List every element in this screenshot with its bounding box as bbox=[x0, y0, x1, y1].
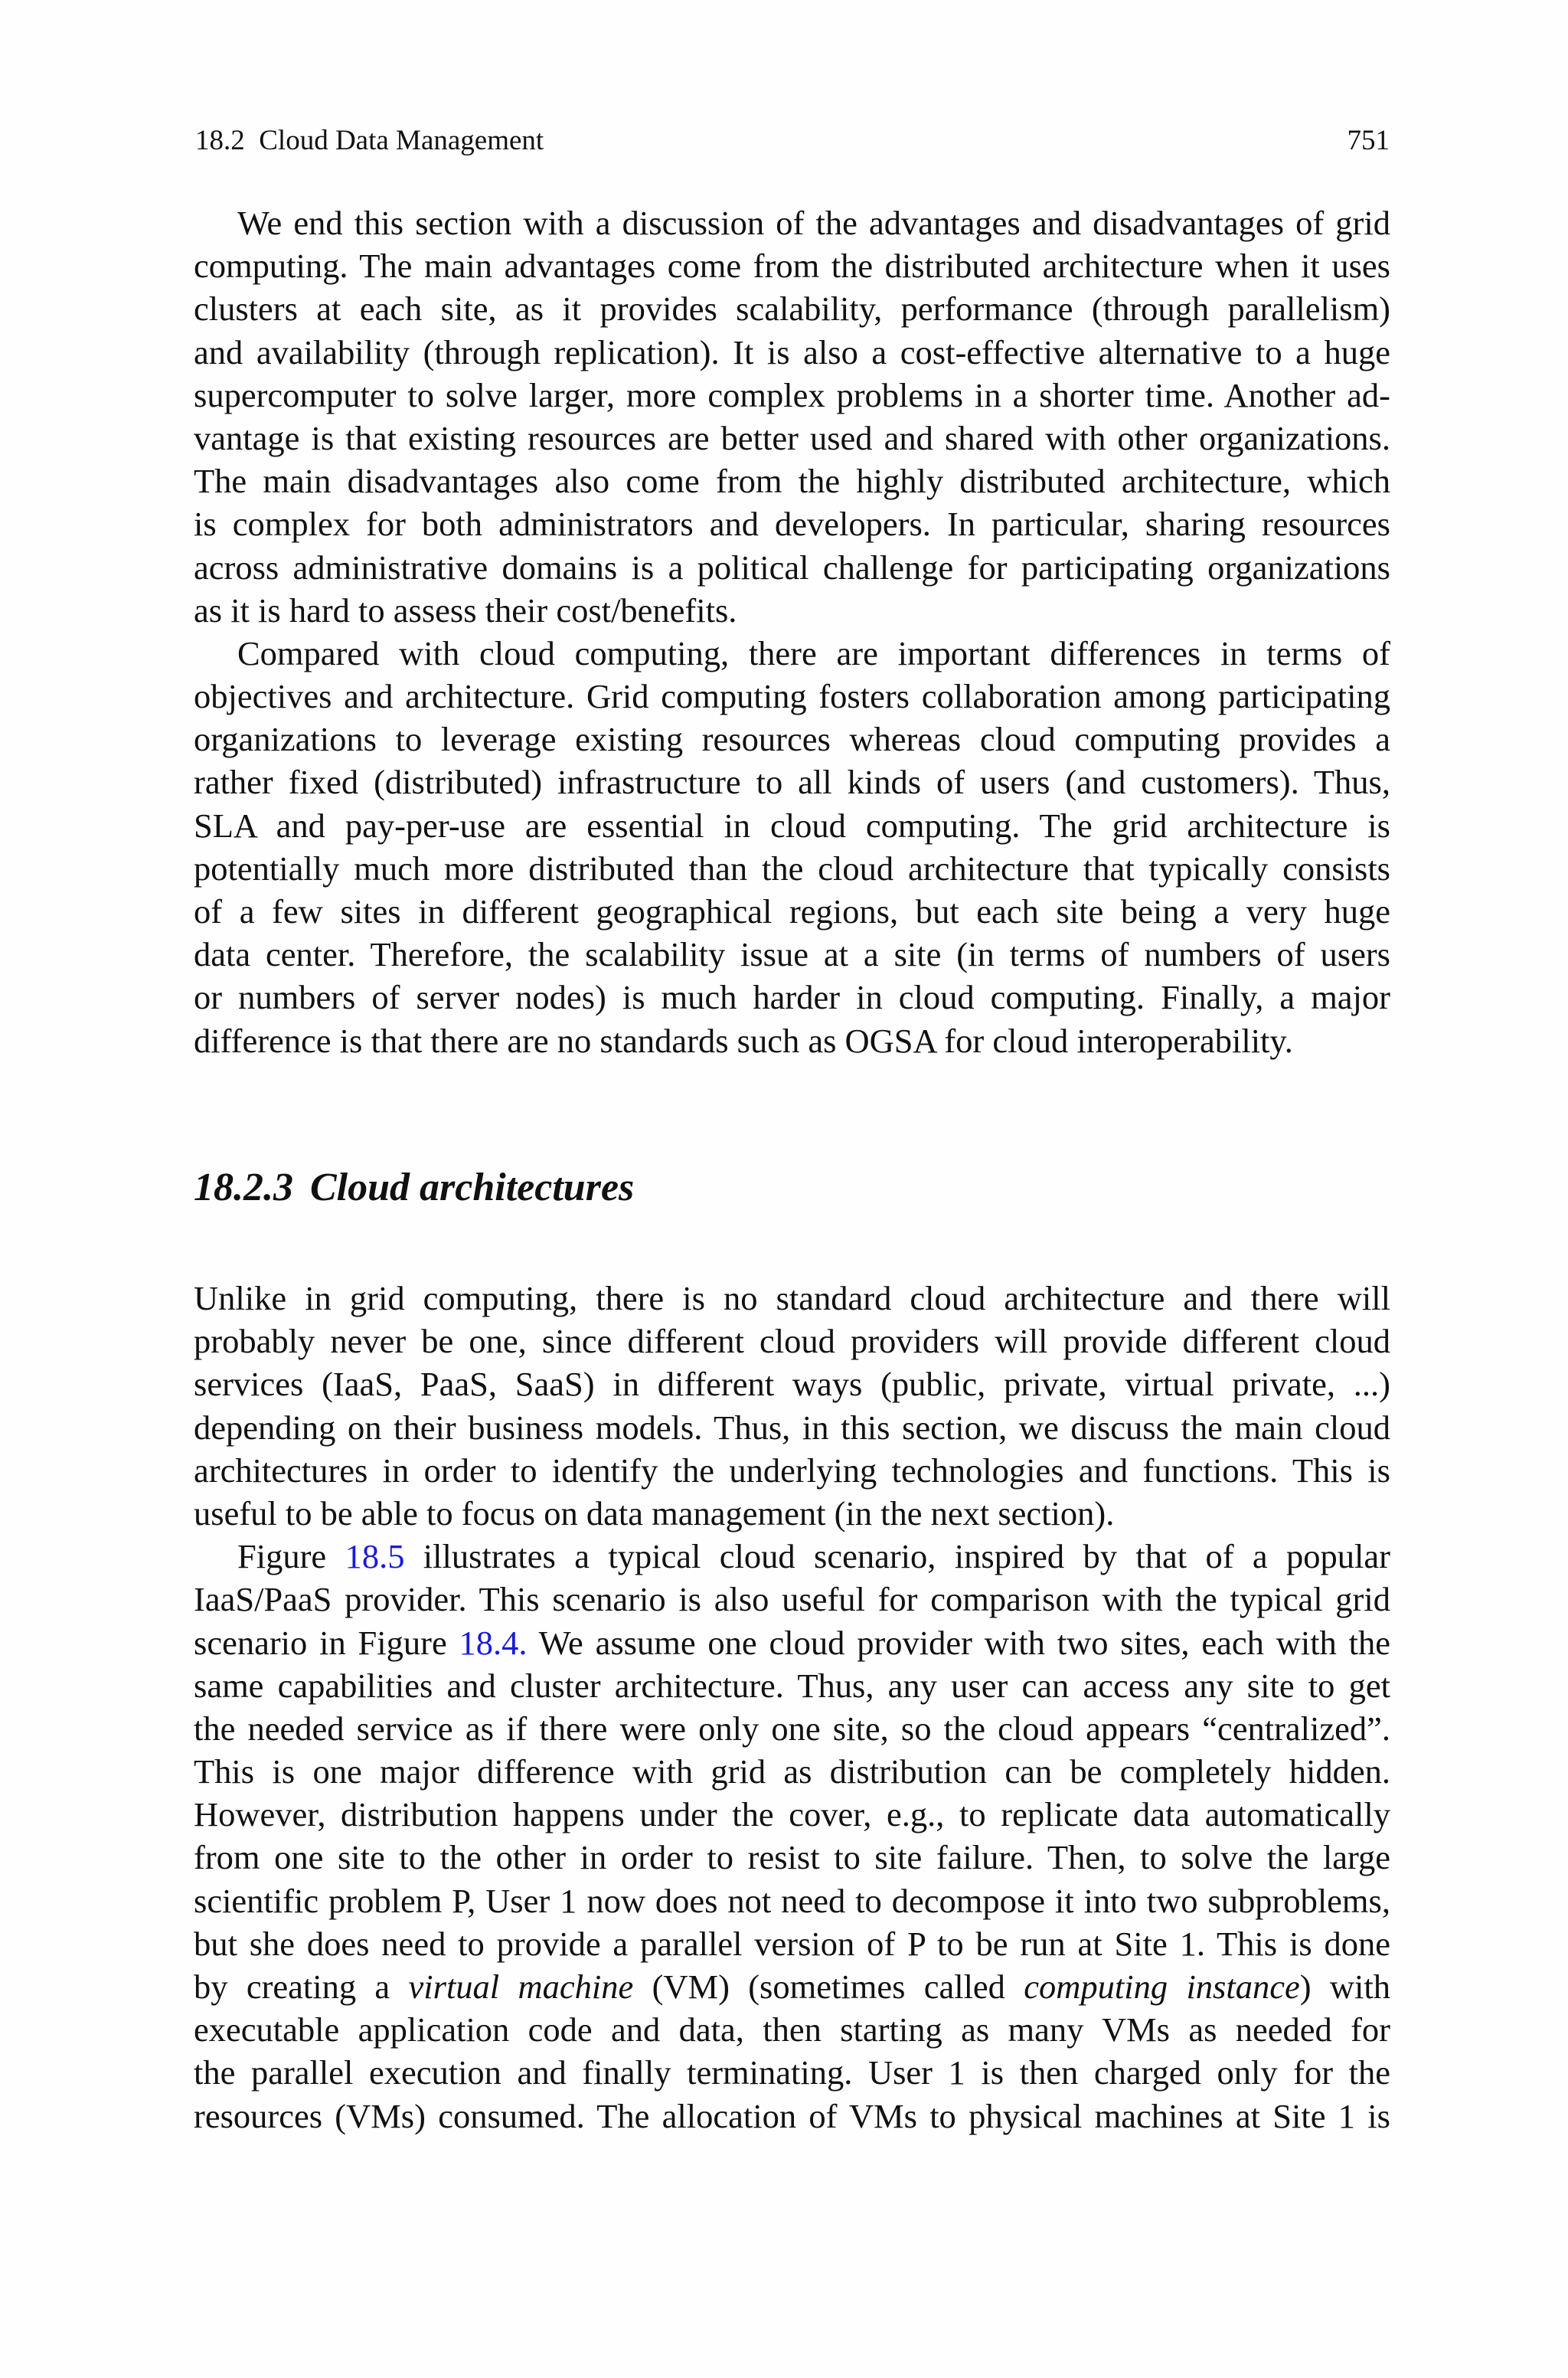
text-line: vantage is that existing resources are better used and shared with other organizations. bbox=[194, 418, 1390, 457]
emphasis-term: virtual machine bbox=[408, 1967, 634, 2006]
emphasis-term: computing instance bbox=[1024, 1967, 1300, 2006]
text-line: from one site to the other in order to resist to site failure. Then, to solve the large bbox=[194, 1838, 1390, 1877]
text-line: and availability (through replication). It is also a cost-effective alternative to a huge bbox=[194, 332, 1390, 371]
text-run: ) with bbox=[1299, 1967, 1390, 2006]
text-line bbox=[194, 1965, 1390, 2008]
text-run: We assume one cloud provider with two sites, each with the bbox=[527, 1623, 1390, 1662]
text-line: is complex for both administrators and developers. In particular, sharing resources bbox=[194, 505, 1390, 544]
text-line: This is one major difference with grid as distribution can be completely hidden. bbox=[194, 1752, 1390, 1791]
text-line: services (IaaS, PaaS, SaaS) in different ways (public, private, virtual private, ...) bbox=[194, 1365, 1390, 1404]
text-line: data center. Therefore, the scalability issue at a site (in terms of numbers of users bbox=[194, 935, 1390, 974]
text-line: useful to be able to focus on data management (in the next section). bbox=[194, 1493, 1115, 1532]
text-run: scenario in Figure bbox=[194, 1623, 459, 1662]
text-run: Figure bbox=[237, 1537, 345, 1576]
figure-link-18-4[interactable]: 18.4. bbox=[459, 1623, 528, 1662]
section-title: 18.2 Cloud Data Management bbox=[195, 125, 544, 156]
text-run: illustrates a typical cloud scenario, inspired by that of a popular bbox=[404, 1537, 1390, 1576]
text-line: but she does need to provide a parallel version of P to be run at Site 1. This is done bbox=[194, 1924, 1390, 1963]
text-line bbox=[194, 1535, 1390, 1578]
text-line: organizations to leverage existing resources whereas cloud computing provides a bbox=[194, 720, 1390, 759]
text-line: of a few sites in different geographical regions, but each site being a very huge bbox=[194, 892, 1390, 931]
text-run: by creating a bbox=[194, 1967, 409, 2006]
text-line: clusters at each site, as it provides scalability, performance (through parallelism) bbox=[194, 289, 1390, 329]
text-line: scientific problem P, User 1 now does not need to decompose it into two subproblems, bbox=[194, 1881, 1390, 1920]
text-line: Unlike in grid computing, there is no standard cloud architecture and there will bbox=[194, 1279, 1390, 1317]
text-line: difference is that there are no standards such as OGSA for cloud interoperability. bbox=[194, 1021, 1293, 1060]
text-line: Compared with cloud computing, there are important differences in terms of bbox=[237, 633, 1390, 672]
text-line: depending on their business models. Thus, in this section, we discuss the main cloud bbox=[194, 1408, 1390, 1447]
section-number: 18.2.3 bbox=[194, 1166, 293, 1209]
text-line: same capabilities and cluster architecture. Thus, any user can access any site to get bbox=[194, 1666, 1390, 1705]
paragraphs-grid-comparison bbox=[194, 201, 1390, 1062]
text-line: The main disadvantages also come from the highly distributed architecture, which bbox=[194, 462, 1390, 501]
text-line: or numbers of server nodes) is much harder in cloud computing. Finally, a major bbox=[194, 978, 1390, 1017]
page-number: 751 bbox=[1347, 125, 1390, 156]
paragraphs-cloud-architectures bbox=[194, 1277, 1390, 2138]
text-line: executable application code and data, then starting as many VMs as needed for bbox=[194, 2010, 1390, 2049]
text-line: across administrative domains is a political challenge for participating organizations bbox=[194, 548, 1390, 587]
text-line: resources (VMs) consumed. The allocation of VMs to physical machines at Site 1 is bbox=[194, 2096, 1390, 2135]
text-line: IaaS/PaaS provider. This scenario is also useful for comparison with the typical grid bbox=[194, 1580, 1390, 1619]
text-line: computing. The main advantages come from the distributed architecture when it uses bbox=[194, 247, 1390, 286]
text-line bbox=[194, 1621, 1390, 1664]
text-line: potentially much more distributed than the cloud architecture that typically consists bbox=[194, 849, 1390, 888]
text-line: SLA and pay-per-use are essential in cloud computing. The grid architecture is bbox=[194, 806, 1390, 845]
running-header bbox=[195, 124, 1390, 162]
text-line: However, distribution happens under the cover, e.g., to replicate data automatically bbox=[194, 1795, 1390, 1834]
text-line: the needed service as if there were only one site, so the cloud appears “centralized”. bbox=[194, 1709, 1390, 1748]
text-line: rather fixed (distributed) infrastructure to all kinds of users (and customers). Thus, bbox=[194, 763, 1390, 802]
text-line: architectures in order to identify the underlying technologies and functions. This is bbox=[194, 1451, 1390, 1490]
text-run: (VM) (sometimes called bbox=[633, 1967, 1024, 2006]
text-line: as it is hard to assess their cost/benefits. bbox=[194, 590, 737, 630]
text-line: probably never be one, since different cloud providers will provide different cloud bbox=[194, 1322, 1390, 1361]
text-line: objectives and architecture. Grid computing fosters collaboration among participating bbox=[194, 677, 1390, 716]
section-heading-title: Cloud architectures bbox=[310, 1166, 635, 1209]
text-line: supercomputer to solve larger, more complex problems in a shorter time. Another ad- bbox=[194, 375, 1390, 414]
figure-link-18-5[interactable]: 18.5 bbox=[345, 1537, 405, 1576]
text-line: the parallel execution and finally terminating. User 1 is then charged only for the bbox=[194, 2053, 1390, 2092]
text-line: We end this section with a discussion of the advantages and disadvantages of grid bbox=[237, 204, 1390, 242]
section-heading bbox=[194, 1165, 634, 1210]
